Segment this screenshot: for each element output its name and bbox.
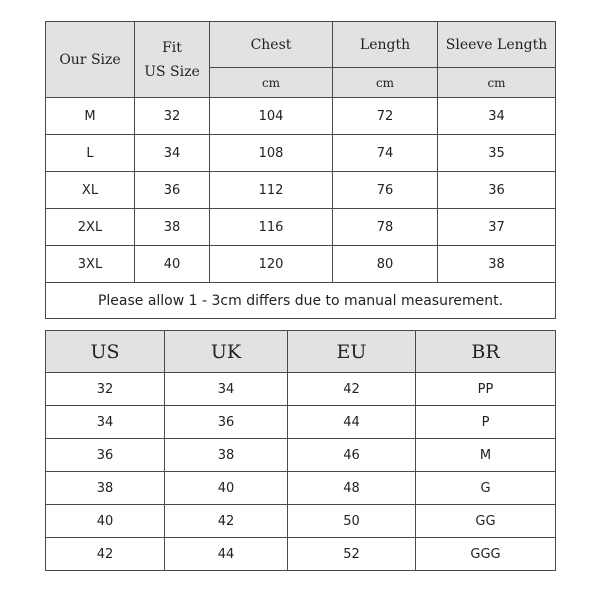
- conversion-chart-body: [46, 373, 556, 571]
- table-cell: 40: [46, 505, 165, 538]
- table-cell: 36: [135, 172, 210, 209]
- table-cell: 38: [165, 439, 288, 472]
- table-cell: 40: [135, 246, 210, 283]
- table-row: [46, 172, 556, 209]
- table-cell: 74: [333, 135, 438, 172]
- table-cell: 32: [46, 373, 165, 406]
- table-cell: 38: [135, 209, 210, 246]
- table-cell: M: [416, 439, 556, 472]
- table-cell: GG: [416, 505, 556, 538]
- size-chart-body: [46, 98, 556, 283]
- table-cell: 76: [333, 172, 438, 209]
- table-cell: 104: [210, 98, 333, 135]
- unit-length: cm: [333, 68, 438, 98]
- table-row: [46, 135, 556, 172]
- table-cell: 3XL: [46, 246, 135, 283]
- table-cell: M: [46, 98, 135, 135]
- table-cell: 42: [165, 505, 288, 538]
- table-cell: 38: [46, 472, 165, 505]
- table-cell: 37: [438, 209, 556, 246]
- table-row: [46, 373, 556, 406]
- table-cell: 2XL: [46, 209, 135, 246]
- table-row: [46, 505, 556, 538]
- table-row: [46, 406, 556, 439]
- table-cell: 46: [288, 439, 416, 472]
- header-sleeve-length: Sleeve Length: [438, 22, 556, 68]
- table-cell: 35: [438, 135, 556, 172]
- table-cell: GGG: [416, 538, 556, 571]
- table-cell: 36: [46, 439, 165, 472]
- header-us-size-label: US Size: [144, 63, 200, 80]
- measurement-note: Please allow 1 - 3cm differs due to manual measurement.: [46, 283, 556, 319]
- table-cell: 44: [165, 538, 288, 571]
- table-cell: 48: [288, 472, 416, 505]
- table-cell: 42: [288, 373, 416, 406]
- header-fit-label: Fit: [162, 39, 182, 56]
- table-cell: 108: [210, 135, 333, 172]
- table-cell: L: [46, 135, 135, 172]
- table-row: [46, 538, 556, 571]
- table-row: [46, 98, 556, 135]
- table-cell: 34: [46, 406, 165, 439]
- table-cell: G: [416, 472, 556, 505]
- size-chart-table: [45, 21, 556, 319]
- table-cell: 36: [165, 406, 288, 439]
- table-cell: 116: [210, 209, 333, 246]
- header-our-size: Our Size: [46, 22, 135, 98]
- table-cell: 40: [165, 472, 288, 505]
- table-cell: 80: [333, 246, 438, 283]
- unit-sleeve-length: cm: [438, 68, 556, 98]
- table-cell: 34: [165, 373, 288, 406]
- header-br: BR: [416, 331, 556, 373]
- table-cell: 34: [135, 135, 210, 172]
- header-chest: Chest: [210, 22, 333, 68]
- header-length: Length: [333, 22, 438, 68]
- header-uk: UK: [165, 331, 288, 373]
- table-cell: 32: [135, 98, 210, 135]
- table-cell: 52: [288, 538, 416, 571]
- header-eu: EU: [288, 331, 416, 373]
- table-row: [46, 209, 556, 246]
- header-fit-us-size: [135, 22, 210, 98]
- table-cell: 112: [210, 172, 333, 209]
- table-cell: 42: [46, 538, 165, 571]
- table-cell: 44: [288, 406, 416, 439]
- table-row: [46, 439, 556, 472]
- table-cell: P: [416, 406, 556, 439]
- table-cell: PP: [416, 373, 556, 406]
- table-cell: XL: [46, 172, 135, 209]
- header-us: US: [46, 331, 165, 373]
- table-row: [46, 246, 556, 283]
- table-cell: 34: [438, 98, 556, 135]
- table-cell: 38: [438, 246, 556, 283]
- table-cell: 50: [288, 505, 416, 538]
- table-cell: 72: [333, 98, 438, 135]
- table-row: [46, 472, 556, 505]
- unit-chest: cm: [210, 68, 333, 98]
- table-cell: 120: [210, 246, 333, 283]
- table-cell: 78: [333, 209, 438, 246]
- size-conversion-table: [45, 330, 556, 571]
- table-cell: 36: [438, 172, 556, 209]
